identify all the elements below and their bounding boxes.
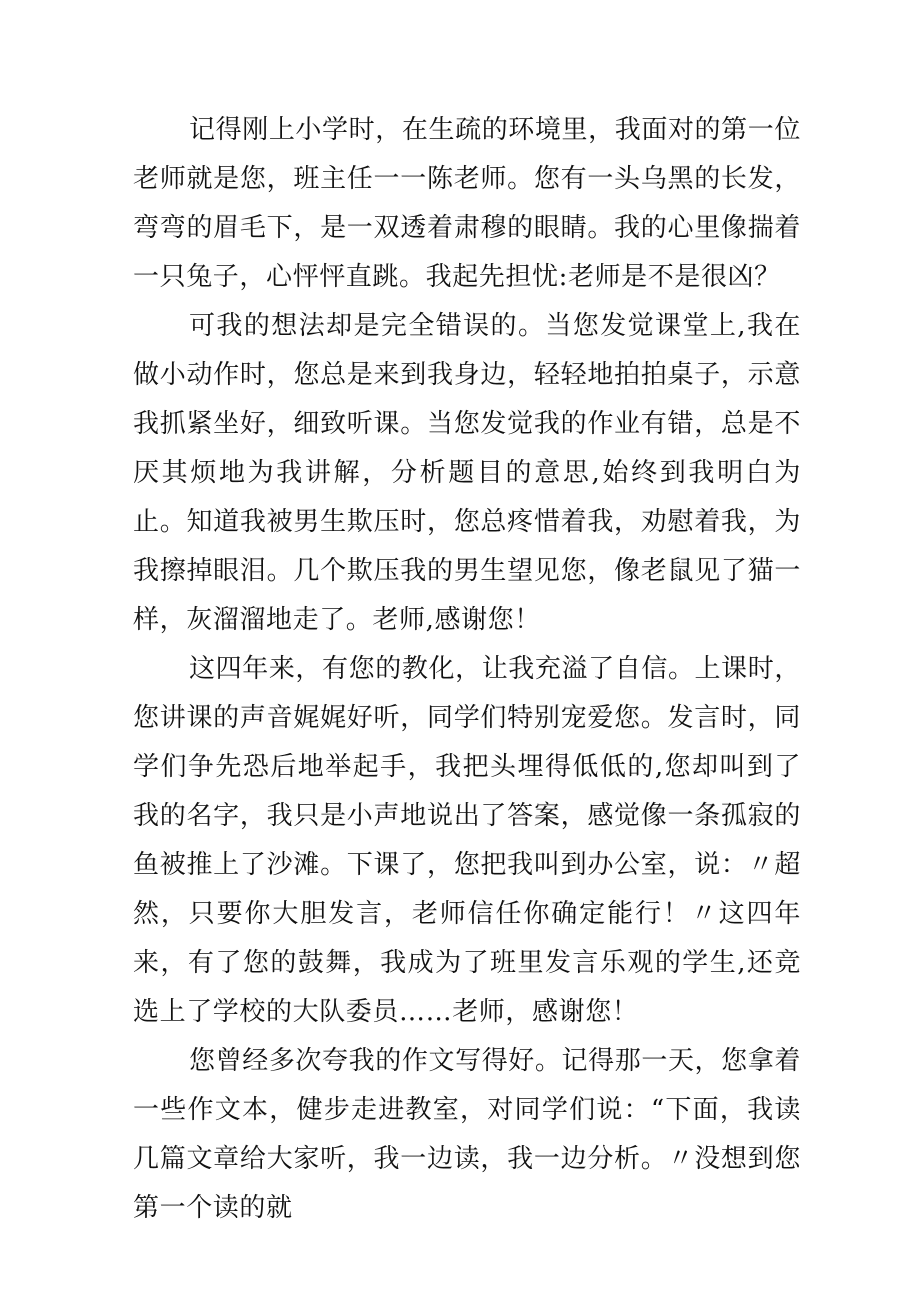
paragraph-3: 这四年来，有您的教化，让我充溢了自信。上课时，您讲课的声音娓娓好听，同学们特别宠爱您。发言时，同学们争先恐后地举起手，我把头埋得低低的,您却叫到了我的名字，我只是小声地说出了答案，感觉像一条孤寂的鱼被推上了沙滩。下课了，您把我叫到办公室，说：〃超然，只要你大胆发言，老师信任你确定能行！〃这四年来，有了您的鼓舞，我成为了班里发言乐观的学生,还竞选上了学校的大队委员……老师，感谢您！ [133, 654, 801, 1027]
paragraph-4: 您曾经多次夸我的作文写得好。记得那一天，您拿着一些作文本，健步走进教室，对同学们说：“下面，我读几篇文章给大家听，我一边读，我一边分析。〃没想到您第一个读的就 [133, 1046, 801, 1223]
paragraph-1: 记得刚上小学时，在生疏的环境里，我面对的第一位老师就是您，班主任一一陈老师。您有一头乌黑的长发，弯弯的眉毛下，是一双透着肃穆的眼睛。我的心里像揣着一只兔子，心怦怦直跳。我起先担忧:老师是不是很凶？ [133, 115, 801, 292]
paragraph-2: 可我的想法却是完全错误的。当您发觉课堂上,我在做小动作时，您总是来到我身边，轻轻地拍拍桌子，示意我抓紧坐好，细致听课。当您发觉我的作业有错，总是不厌其烦地为我讲解，分析题目的意思,始终到我明白为止。知道我被男生欺压时，您总疼惜着我，劝慰着我，为我擦掉眼泪。几个欺压我的男生望见您，像老鼠见了猫一样，灰溜溜地走了。老师,感谢您！ [133, 311, 801, 635]
essay-body [133, 106, 801, 1233]
